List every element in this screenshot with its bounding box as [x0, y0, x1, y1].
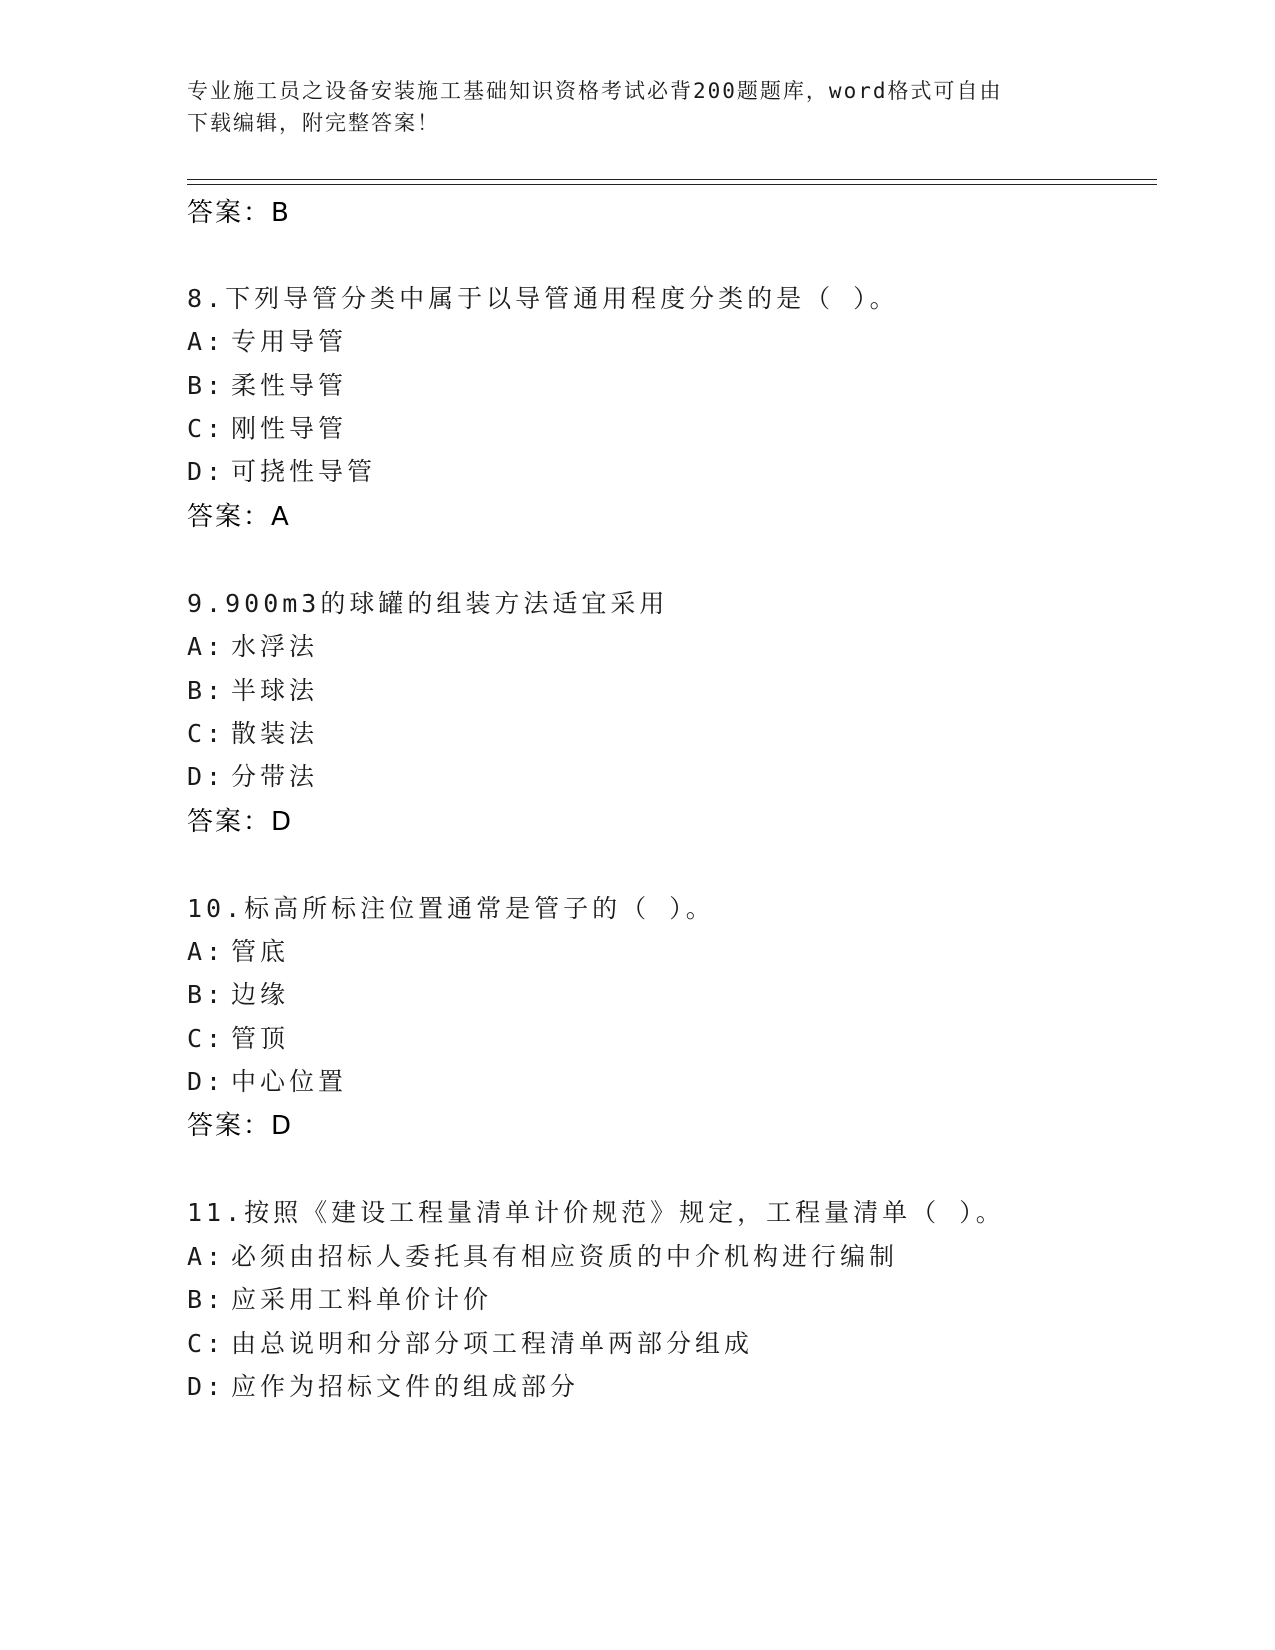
option-letter: B: [187, 1285, 226, 1314]
question-10-answer: 答案：D [187, 1111, 294, 1141]
option-letter: C: [187, 414, 226, 443]
question-8-answer: 答案：A [187, 502, 291, 532]
option-letter: B: [187, 980, 226, 1009]
question-11-option-b [187, 1280, 492, 1316]
question-10-option-c [187, 1019, 289, 1055]
question-9-option-b [187, 671, 318, 707]
option-letter: B: [187, 676, 226, 705]
option-letter: D: [187, 457, 226, 486]
option-text: 刚性导管 [231, 414, 348, 443]
question-9-stem: 9.900m3的球罐的组装方法适宜采用 [187, 589, 669, 618]
option-text: 管底 [231, 937, 290, 966]
option-letter: C: [187, 719, 226, 748]
option-letter: D: [187, 1372, 226, 1401]
question-11-option-d [187, 1367, 579, 1403]
question-10-stem: 10.标高所标注位置通常是管子的（ ）。 [187, 894, 715, 923]
question-8-option-d [187, 452, 376, 488]
document-header [187, 75, 1087, 139]
option-text: 应作为招标文件的组成部分 [231, 1372, 580, 1401]
question-11-option-a [187, 1237, 898, 1273]
header-rule-top [187, 179, 1157, 180]
option-letter: A: [187, 327, 226, 356]
question-9-answer: 答案：D [187, 807, 294, 837]
question-8-option-c [187, 409, 347, 445]
question-9-option-c [187, 714, 318, 750]
question-10-option-b [187, 975, 289, 1011]
answer-previous: 答案：B [187, 198, 291, 228]
question-9-option-a [187, 627, 318, 663]
question-8-option-b [187, 366, 347, 402]
option-text: 柔性导管 [231, 371, 348, 400]
option-text: 水浮法 [231, 632, 319, 661]
option-letter: A: [187, 937, 226, 966]
option-letter: C: [187, 1329, 226, 1358]
question-9-option-d [187, 757, 318, 793]
option-text: 可挠性导管 [231, 457, 377, 486]
option-letter: B: [187, 371, 226, 400]
question-8-option-a [187, 322, 347, 358]
option-letter: D: [187, 1067, 226, 1096]
question-11-stem: 11.按照《建设工程量清单计价规范》规定，工程量清单（ ）。 [187, 1198, 1005, 1227]
option-text: 应采用工料单价计价 [231, 1285, 493, 1314]
option-text: 管顶 [231, 1024, 290, 1053]
option-text: 边缘 [231, 980, 290, 1009]
question-10-option-a [187, 932, 289, 968]
question-11-option-c [187, 1324, 753, 1360]
option-text: 半球法 [231, 676, 319, 705]
question-8-stem: 8.下列导管分类中属于以导管通用程度分类的是（ ）。 [187, 284, 899, 313]
option-text: 专用导管 [231, 327, 348, 356]
option-letter: A: [187, 1242, 226, 1271]
header-rule-bottom [187, 184, 1157, 185]
option-text: 分带法 [231, 762, 319, 791]
option-text: 散装法 [231, 719, 319, 748]
option-letter: A: [187, 632, 226, 661]
option-text: 中心位置 [231, 1067, 348, 1096]
question-10-option-d [187, 1062, 347, 1098]
option-letter: D: [187, 762, 226, 791]
option-text: 必须由招标人委托具有相应资质的中介机构进行编制 [231, 1242, 899, 1271]
option-text: 由总说明和分部分项工程清单两部分组成 [231, 1329, 754, 1358]
option-letter: C: [187, 1024, 226, 1053]
header-line-1: 专业施工员之设备安装施工基础知识资格考试必背200题题库，word格式可自由 [187, 79, 1003, 103]
header-line-2: 下载编辑，附完整答案！ [187, 111, 440, 135]
